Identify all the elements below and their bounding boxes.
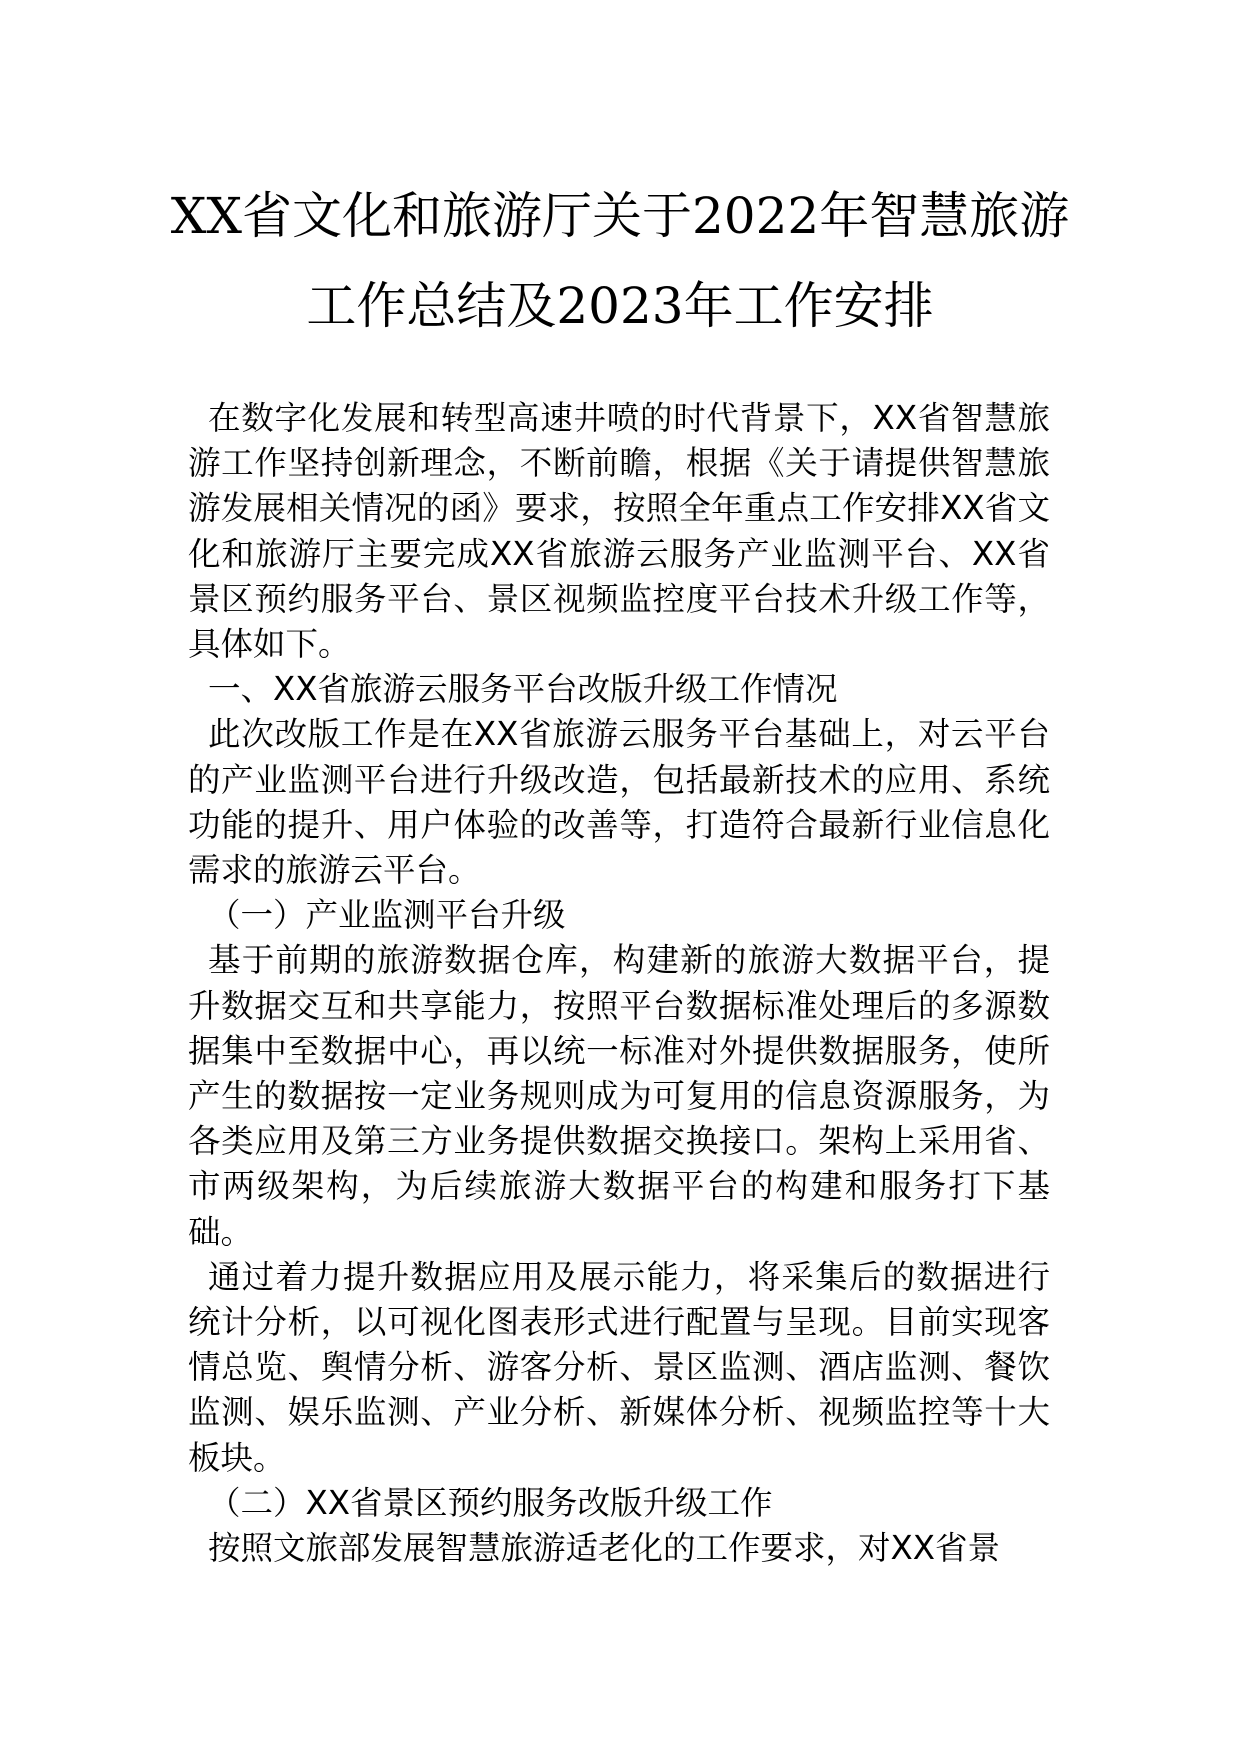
body-paragraph: 通过着力提升数据应用及展示能力，将采集后的数据进行统计分析，以可视化图表形式进行配置与呈现。目前实现客情总览、舆情分析、游客分析、景区监测、酒店监测、餐饮监测、娱乐监测、产业分析、新媒体分析、视频监控等十大板块。 xyxy=(188,1257,1050,1477)
section-heading-1: 一、XX省旅游云服务平台改版升级工作情况 xyxy=(208,670,838,709)
intro-paragraph: 在数字化发展和转型高速井喷的时代背景下，XX省智慧旅游工作坚持创新理念，不断前瞻，根据《关于请提供智慧旅游发展相关情况的函》要求，按照全年重点工作安排XX省文化和旅游厅主要完成XX省旅游云服务产业监测平台、XX省景区预约服务平台、景区视频监控度平台技术升级工作等，具体如下。 xyxy=(188,399,1050,664)
subsection-heading-1: （一）产业监测平台升级 xyxy=(208,896,566,935)
document-title-line-2: 工作总结及2023年工作安排 xyxy=(306,277,934,335)
body-paragraph: 按照文旅部发展智慧旅游适老化的工作要求，对XX省景 xyxy=(208,1529,1001,1568)
body-paragraph: 此次改版工作是在XX省旅游云服务平台基础上，对云平台的产业监测平台进行升级改造，包括最新技术的应用、系统功能的提升、用户体验的改善等，打造符合最新行业信息化需求的旅游云平台。 xyxy=(188,715,1050,890)
document-body xyxy=(188,396,1050,1571)
body-paragraph: 基于前期的旅游数据仓库，构建新的旅游大数据平台，提升数据交互和共享能力，按照平台数据标准处理后的多源数据集中至数据中心，再以统一标准对外提供数据服务，使所产生的数据按一定业务规则成为可复用的信息资源服务，为各类应用及第三方业务提供数据交换接口。架构上采用省、市两级架构，为后续旅游大数据平台的构建和服务打下基础。 xyxy=(188,941,1050,1251)
subsection-heading-2: （二）XX省景区预约服务改版升级工作 xyxy=(208,1483,773,1522)
document-title-line-1: XX省文化和旅游厅关于2022年智慧旅游 xyxy=(170,187,1070,245)
